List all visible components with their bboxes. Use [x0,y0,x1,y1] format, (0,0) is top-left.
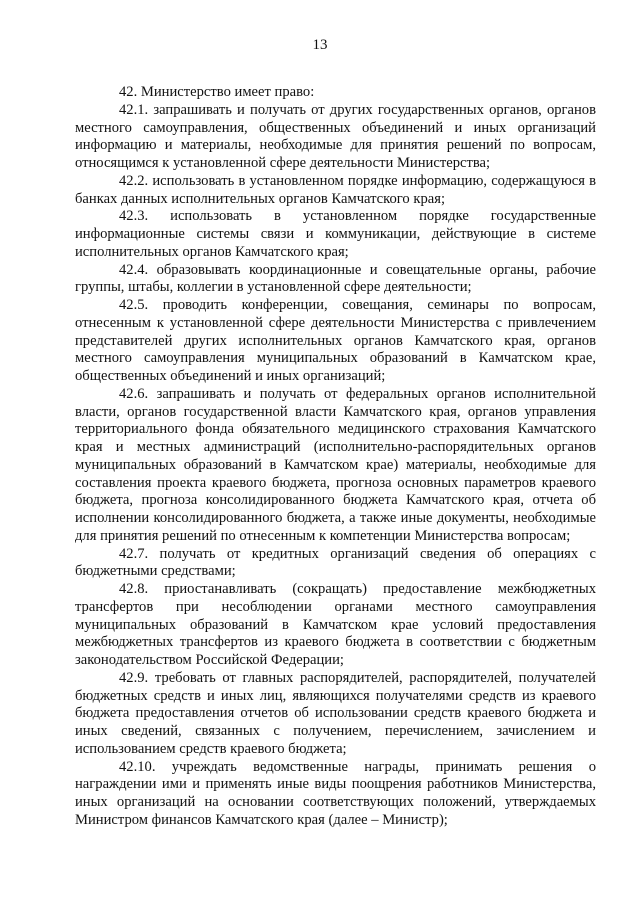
paragraph-42-3: 42.3. использовать в установленном порядке государственные информационные системы связи и коммуникации, действующие в системе исполнительных органов Камчатского края; [75,208,596,260]
paragraph-42: 42. Министерство имеет право: [119,84,315,100]
paragraph-42-8: 42.8. приостанавливать (сокращать) предоставление межбюджетных трансфертов при несоблюдении органами местного самоуправления муниципальных образований в Камчатском крае условий предоставления межбюджетных трансфертов из краевого бюджета в соответствии с бюджетным законодательством Российской Федерации; [75,581,596,668]
paragraph-42-4: 42.4. образовывать координационные и совещательные органы, рабочие группы, штабы, коллегии в установленной сфере деятельности; [75,261,596,296]
paragraph-42-5: 42.5. проводить конференции, совещания, семинары по вопросам, отнесенным к установленной сфере деятельности Министерства с привлечением представителей других исполнительных органов Камчатского края, органов местного самоуправления муниципальных образований в Камчатском крае, общественных объединений и иных организаций; [75,297,596,384]
page-number: 13 [312,37,328,53]
paragraph-42-10: 42.10. учреждать ведомственные награды, принимать решения о награждении ими и применять иные виды поощрения работников Министерства, иных организаций на основании соответствующих положений, утверждаемых Министром финансов Камчатского края (далее – Министр); [75,758,596,828]
paragraph-42-7: 42.7. получать от кредитных организаций сведения об операциях с бюджетными средствами; [75,545,596,580]
paragraph-42-2: 42.2. использовать в установленном порядке информацию, содержащуюся в банках данных исполнительных органов Камчатского края; [75,172,596,207]
document-body [75,84,596,830]
paragraph-42-9: 42.9. требовать от главных распорядителей, распорядителей, получателей бюджетных средств и иных лиц, являющихся получателями средств из краевого бюджета предоставления отчетов об использовании средств краевого бюджета и иных сведений, связанных с получением, перечислением, зачислением и использованием средств краевого бюджета; [75,669,596,757]
paragraph-42-6: 42.6. запрашивать и получать от федеральных органов исполнительной власти, органов государственной власти Камчатского края, органов управления территориального фонда обязательного медицинского страхования Камчатского края и местных администраций (исполнительно-распорядительных органов муниципальных образований в Камчатском крае) материалы, необходимые для составления проекта краевого бюджета, прогноза основных параметров краевого бюджета, прогноза консолидированного бюджета Камчатского края, отчета об исполнении консолидированного бюджета, а также иные документы, необходимые для принятия решений по отнесенным к компетенции Министерства вопросам; [75,385,596,544]
paragraph-42-1: 42.1. запрашивать и получать от других государственных органов, органов местного самоуправления, общественных объединений и иных организаций информацию и материалы, необходимые для принятия решений по вопросам, относящимся к установленной сфере деятельности Министерства; [75,101,596,171]
